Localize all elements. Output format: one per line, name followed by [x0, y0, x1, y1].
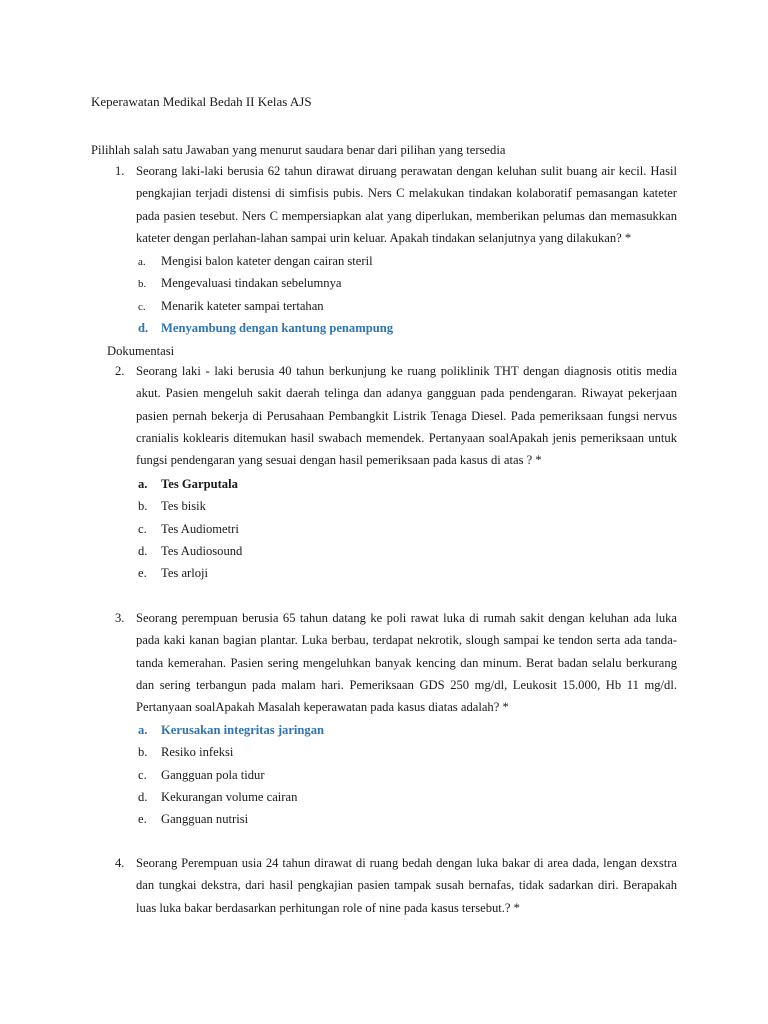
option-text: Tes Garputala [161, 477, 238, 491]
question-text: Seorang Perempuan usia 24 tahun dirawat di ruang bedah dengan luka bakar di area dada, lengan dexstra dan tungkai dekstra, dari hasil pengkajian pasien tampak susah bernafas, tidak sadarkan diri. Berapakah luas luka bakar berdasarkan perhitungan role of nine pada kasus tersebut.? * [136, 856, 677, 915]
option-letter: a. [138, 477, 148, 491]
option-item [138, 518, 678, 540]
option-text: Tes arloji [161, 566, 209, 581]
option-text: Menarik kateter sampai tertahan [161, 298, 324, 313]
option-text: Mengisi balon kateter dengan cairan steril [161, 254, 373, 268]
question-3-options [138, 719, 678, 830]
option-item [138, 764, 678, 786]
option-text: Tes Audiosound [161, 543, 243, 558]
document-title: Keperawatan Medikal Bedah II Kelas AJS [91, 94, 312, 109]
option-letter: c. [138, 767, 147, 782]
documentation-note: Dokumentasi [107, 344, 175, 358]
option-item-answer [138, 719, 678, 741]
option-letter: d. [138, 320, 149, 335]
option-text: Menyambung dengan kantung penampung [161, 320, 394, 335]
question-text: Seorang laki-laki berusia 62 tahun dirawat diruang perawatan dengan keluhan sulit buang air kecil. Hasil pengkajian terjadi distensi di simfisis pubis. Ners C melakukan tindakan kolaboratif pemasangan kateter pada pasien tesebut. Ners C mempersiapkan alat yang diperlukan, memberikan pelumas dan memasukkan kateter dengan perlahan-lahan sampai urin keluar. Apakah tindakan selanjutnya yang dilakukan? * [136, 164, 677, 245]
option-letter: e. [138, 812, 147, 827]
question-number: 4. [115, 856, 125, 870]
option-letter: a. [138, 723, 148, 737]
option-text: Resiko infeksi [161, 745, 234, 760]
question-3 [115, 607, 677, 718]
option-letter: d. [138, 789, 148, 804]
option-item [138, 295, 678, 317]
question-number: 1. [115, 164, 125, 178]
question-1-options [138, 250, 678, 339]
question-2 [115, 360, 677, 471]
question-1 [115, 160, 677, 249]
option-item [138, 786, 678, 808]
instruction-text: Pilihlah salah satu Jawaban yang menurut saudara benar dari pilihan yang tersedia [91, 143, 506, 157]
option-item [138, 808, 678, 830]
option-letter: a. [138, 256, 146, 268]
option-text: Gangguan pola tidur [161, 767, 265, 782]
option-letter: c. [138, 521, 147, 536]
option-item [138, 495, 678, 517]
option-letter: b. [138, 499, 148, 514]
option-item [138, 540, 678, 562]
option-letter: b. [138, 278, 147, 291]
option-text: Gangguan nutrisi [161, 812, 249, 827]
option-text: Kekurangan volume cairan [161, 789, 298, 804]
option-text: Tes bisik [161, 499, 206, 514]
option-item [138, 272, 678, 294]
option-letter: e. [138, 566, 147, 581]
option-letter: c. [138, 300, 146, 313]
option-text: Kerusakan integritas jaringan [161, 723, 325, 737]
option-item [138, 562, 678, 584]
option-item [138, 250, 678, 272]
question-text: Seorang laki - laki berusia 40 tahun berkunjung ke ruang poliklinik THT dengan diagnosis otitis media akut. Pasien mengeluh sakit daerah telinga dan adanya gangguan pada pendengaran. Riwayat pekerjaan pasien pernah bekerja di Perusahaan Pembangkit Listrik Tenaga Diesel. Pada pemeriksaan fungsi nervus cranialis koklearis ditemukan hasil swabach memendek. Pertanyaan soalApakah jenis pemeriksaan untuk fungsi pendengaran yang sesuai dengan hasil pemeriksaan pada kasus di atas ? * [136, 364, 677, 468]
question-text: Seorang perempuan berusia 65 tahun datang ke poli rawat luka di rumah sakit dengan keluhan ada luka pada kaki kanan bagian plantar. Luka berbau, terdapat nekrotik, slough sampai ke tendon serta ada tanda-tanda kemerahan. Pasien sering mengeluhkan banyak kencing dan minum. Berat badan selalu berkurang dan sering terbangun pada malam hari. Pemeriksaan GDS 250 mg/dl, Leukosit 15.000, Hb 11 mg/dl. Pertanyaan soalApakah Masalah keperawatan pada kasus diatas adalah? * [136, 611, 677, 715]
option-letter: b. [138, 745, 148, 760]
option-letter: d. [138, 543, 148, 558]
option-text: Mengevaluasi tindakan sebelumnya [161, 276, 342, 291]
question-2-options [138, 473, 678, 584]
option-item [138, 741, 678, 763]
question-number: 2. [115, 364, 125, 378]
question-4 [115, 852, 677, 919]
question-number: 3. [115, 611, 125, 625]
option-item-answer [138, 317, 678, 339]
option-item-answer [138, 473, 678, 495]
option-text: Tes Audiometri [161, 521, 239, 536]
